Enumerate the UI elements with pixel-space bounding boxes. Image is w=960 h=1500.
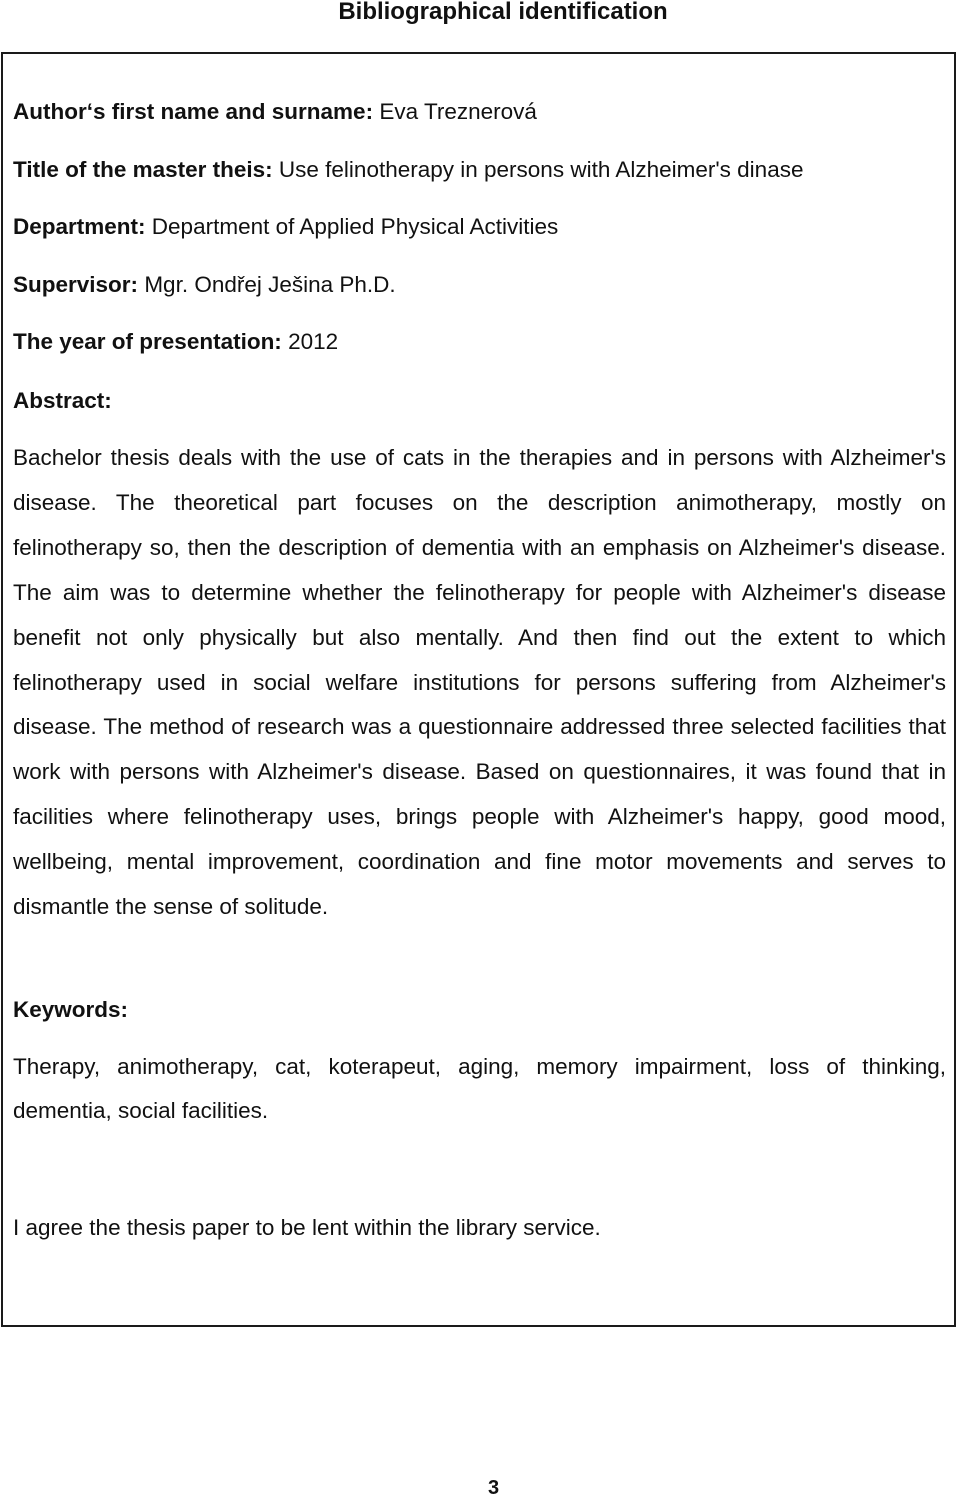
- abstract-text: Bachelor thesis deals with the use of cats in the therapies and in persons with Alzheimer's disease. The theoretical part focuses on the description animotherapy, mostly on felinotherapy so, then the description of dementia with an emphasis on Alzheimer's disease. The aim was to determine whether the felinotherapy for people with Alzheimer's disease benefit not only physically but also mentally. And then find out the extent to which felinotherapy used in social welfare institutions for persons suffering from Alzheimer's disease. The method of research was a questionnaire addressed three selected facilities that work with persons with Alzheimer's disease. Based on questionnaires, it was found that in facilities where felinotherapy uses, brings people with Alzheimer's happy, good mood, wellbeing, mental improvement, coordination and fine motor movements and serves to dismantle the sense of solitude.: [13, 445, 946, 920]
- page-number: 3: [488, 1477, 500, 1499]
- thesis-title-value: Use felinotherapy in persons with Alzheimer's dinase: [278, 157, 804, 182]
- department-label: Department:: [13, 214, 146, 239]
- supervisor-label: Supervisor:: [13, 272, 139, 297]
- author-label: Author‘s first name and surname:: [13, 99, 374, 124]
- year-value: 2012: [288, 329, 339, 354]
- page-title: Bibliographical identification: [338, 0, 668, 25]
- thesis-title-label: Title of the master theis:: [13, 157, 273, 182]
- abstract-heading: [13, 388, 112, 414]
- department-row: [13, 214, 558, 240]
- year-label: The year of presentation:: [13, 329, 282, 354]
- department-value: Department of Applied Physical Activities: [151, 214, 559, 239]
- author-row: [13, 99, 537, 125]
- keywords-text: Therapy, animotherapy, cat, koterapeut, aging, memory impairment, loss of thinking, dementia, social facilities.: [13, 1054, 946, 1123]
- supervisor-value: Mgr. Ondřej Ješina Ph.D.: [144, 272, 396, 297]
- keywords-heading: [13, 997, 128, 1023]
- keywords-label: Keywords:: [13, 997, 129, 1022]
- thesis-title-row: [13, 157, 803, 183]
- supervisor-row: [13, 272, 396, 298]
- abstract-label: Abstract:: [13, 388, 112, 413]
- library-consent: I agree the thesis paper to be lent within the library service.: [13, 1215, 601, 1240]
- year-row: [13, 329, 338, 355]
- author-value: Eva Treznerová: [379, 99, 537, 124]
